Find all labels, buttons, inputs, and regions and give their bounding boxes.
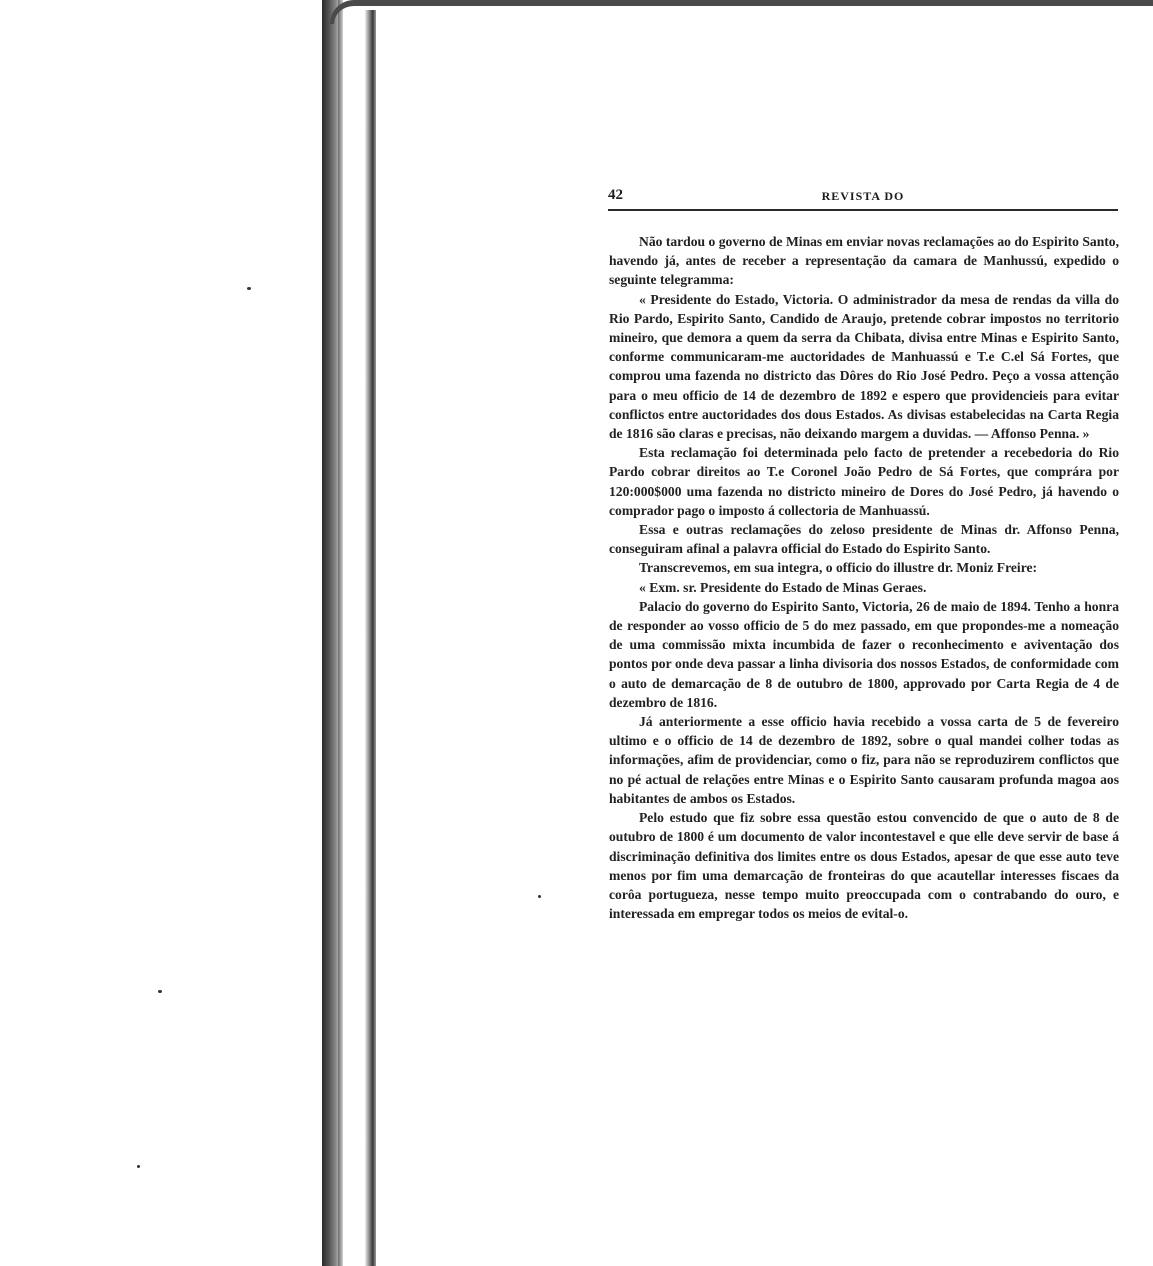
paragraph: Já anteriormente a esse officio havia recebido a vossa carta de 5 de fevereiro ultimo e o officio de 14 de dezembro de 1892, sobre o qual mandei colher todas as informações, afim de providenciar, como o fiz, para não se reproduzirem conflictos que no pé actual de relações entre Minas e o Espirito Santo causaram profunda magoa aos habitantes de ambos os Estados. xyxy=(609,714,1119,806)
scan-speck xyxy=(137,1165,140,1168)
page-fold-line xyxy=(365,10,376,1266)
paragraph: Transcrevemos, em sua integra, o officio do illustre dr. Moniz Freire: xyxy=(639,560,1038,576)
page-number: 42 xyxy=(608,187,623,203)
paragraph: Pelo estudo que fiz sobre essa questão estou convencido de que o auto de 8 de outubro de 1800 é um documento de valor incontestavel e que elle deve servir de base á discriminação definitiva dos limites entre os dous Estados, apesar de que esse auto teve menos por fim uma demarcação de fronteiras do que acautellar interesses fiscaes da corôa portugueza, nesse tempo muito preoccupada com o contrabando do ouro, e interessada em empregar todos os meios de evital-o. xyxy=(609,810,1119,922)
page-body xyxy=(609,232,1119,923)
paragraph: « Presidente do Estado, Victoria. O administrador da mesa de rendas da villa do Rio Pardo, Espirito Santo, Candido de Araujo, pretende cobrar impostos no territorio mineiro, que demora a quem da serra da Chibata, divisa entre Minas e Espirito Santo, conforme communicaram-me auctoridades de Manhuassú e T.e C.el Sá Fortes, que comprou uma fazenda no districto das Dôres do Rio José Pedro. Peço a vossa attenção para o meu officio de 14 de dezembro de 1892 e espero que providencieis para evitar conflictos entre auctoridades dos dous Estados. As divisas estabelecidas na Carta Regia de 1816 são claras e precisas, não deixando margem a duvidas. — Affonso Penna. » xyxy=(609,291,1119,442)
book-gutter-edge xyxy=(338,0,343,1266)
paragraph: Palacio do governo do Espirito Santo, Victoria, 26 de maio de 1894. Tenho a honra de responder ao vosso officio de 5 do mez passado, em que propondes-me a nomeação de uma commissão mixta incumbida de fazer o reconhecimento e aviventação dos pontos por onde deva passar a linha divisoria dos nossos Estados, de conformidade com o auto de demarcação de 8 de outubro de 1800, approvado por Carta Regia de 4 de dezembro de 1816. xyxy=(609,598,1119,710)
page-top-edge xyxy=(330,0,1153,24)
running-title: REVISTA DO xyxy=(821,189,905,203)
paragraph: Esta reclamação foi determinada pelo facto de pretender a recebedoria do Rio Pardo cobrar direitos ao T.e Coronel João Pedro de Sá Fortes, que comprára por 120:000$000 uma fazenda no districto mineiro de Dores do José Pedro, já havendo o comprador pago o imposto á collectoria de Manhuassú. xyxy=(609,445,1119,518)
scan-speck xyxy=(538,895,541,898)
paragraph: « Exm. sr. Presidente do Estado de Minas Geraes. xyxy=(639,579,927,595)
scan-speck xyxy=(158,990,162,993)
header-rule xyxy=(608,209,1118,211)
scan-speck xyxy=(247,287,251,290)
paragraph: Essa e outras reclamações do zeloso presidente de Minas dr. Affonso Penna, conseguiram afinal a palavra official do Estado do Espirito Santo. xyxy=(609,522,1119,557)
paragraph: Não tardou o governo de Minas em enviar novas reclamações ao do Espirito Santo, havendo já, antes de receber a representação da camara de Manhussú, expedido o seguinte telegramma: xyxy=(609,234,1119,288)
page-header xyxy=(608,187,1118,209)
